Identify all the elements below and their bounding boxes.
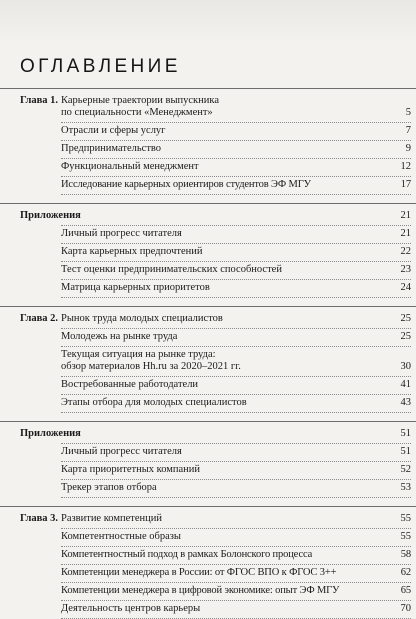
toc-entry[interactable] xyxy=(61,480,411,498)
toc-entry-title xyxy=(61,179,311,191)
page-number: 7 xyxy=(405,125,411,136)
page-number: 53 xyxy=(400,482,411,493)
toc-entry-title-line: Исследование карьерных ориентиров студентов ЭФ МГУ xyxy=(61,179,311,190)
toc-section xyxy=(0,88,416,195)
section-label: Глава 3. xyxy=(20,513,59,524)
toc-entry-title-line: Компетенции менеджера в России: от ФГОС ВПО к ФГОС 3++ xyxy=(61,567,337,578)
toc-entry[interactable] xyxy=(61,462,411,480)
page-number: 58 xyxy=(400,549,411,560)
toc-entry-title-line: Деятельность центров карьеры xyxy=(61,603,201,614)
toc-entry[interactable] xyxy=(61,377,411,395)
toc-entry[interactable] xyxy=(61,583,411,601)
toc-entry-title-line: Компетентностный подход в рамках Болонского процесса xyxy=(61,549,313,560)
toc-entry[interactable] xyxy=(61,601,411,619)
toc-section xyxy=(0,506,416,619)
page-number: 55 xyxy=(400,513,411,524)
page-number: 41 xyxy=(400,379,411,390)
toc-entry-title-line: Трекер этапов отбора xyxy=(61,482,157,493)
toc-entry-title xyxy=(61,331,177,343)
toc-entry[interactable] xyxy=(61,123,411,141)
toc-entry[interactable] xyxy=(61,93,411,123)
toc-section xyxy=(0,306,416,413)
section-label: Глава 1. xyxy=(20,95,59,106)
toc-entry-title xyxy=(61,567,336,579)
toc-entry-title-line: Предпринимательство xyxy=(61,143,162,154)
toc-entry-title-line: Рынок труда молодых специалистов xyxy=(61,313,223,324)
toc-entry-title xyxy=(61,264,282,276)
toc-entry-title-line: Личный прогресс читателя xyxy=(61,446,182,457)
toc-entry-title xyxy=(61,428,64,440)
toc-entry-title-line: Тест оценки предпринимательских способностей xyxy=(61,264,282,275)
section-label: Приложения xyxy=(20,210,81,221)
toc-entry[interactable] xyxy=(61,311,411,329)
facing-page-bleed xyxy=(0,0,416,44)
toc-entry-title xyxy=(61,282,210,294)
toc-entry-title xyxy=(61,161,199,173)
toc-entry-title xyxy=(61,549,312,561)
page-number: 9 xyxy=(405,143,411,154)
page-number: 43 xyxy=(400,397,411,408)
toc-entry-title xyxy=(61,210,64,222)
toc-entry-title xyxy=(61,513,162,525)
toc-entry[interactable] xyxy=(61,244,411,262)
toc-entry-title xyxy=(61,143,161,155)
toc-entry[interactable] xyxy=(61,529,411,547)
page-number: 51 xyxy=(400,446,411,457)
toc-entry[interactable] xyxy=(61,329,411,347)
page-number: 5 xyxy=(405,107,411,118)
toc-entry-title-line: Карта карьерных предпочтений xyxy=(61,246,203,257)
toc-entry-title xyxy=(61,379,198,391)
toc-entry-title xyxy=(61,397,247,409)
page-number: 52 xyxy=(400,464,411,475)
page-number: 25 xyxy=(400,331,411,342)
toc-entry-title xyxy=(61,464,200,476)
page-number: 65 xyxy=(400,585,411,596)
toc-entry[interactable] xyxy=(61,208,411,226)
toc-section xyxy=(0,203,416,298)
section-label: Глава 2. xyxy=(20,313,59,324)
toc-entry-title-line: Карта приоритетных компаний xyxy=(61,464,201,475)
page-number: 70 xyxy=(400,603,411,614)
toc-entry[interactable] xyxy=(61,565,411,583)
toc-entry-title-line: Функциональный менеджмент xyxy=(61,161,199,172)
toc-entry[interactable] xyxy=(61,159,411,177)
toc-entry-title-line: Карьерные траектории выпускника xyxy=(61,95,219,106)
toc-entry-title xyxy=(61,246,202,258)
toc-entry-title-line: Матрица карьерных приоритетов xyxy=(61,282,210,293)
toc-entry[interactable] xyxy=(61,347,411,377)
page-number: 51 xyxy=(400,428,411,439)
page-number: 30 xyxy=(400,361,411,372)
toc-entry-title xyxy=(61,313,223,325)
toc-entry-title-line: Развитие компетенций xyxy=(61,513,162,524)
toc-entry-title-line: Текущая ситуация на рынке труда: xyxy=(61,349,216,360)
toc-entry-title-line: Личный прогресс читателя xyxy=(61,228,182,239)
toc-entry-title xyxy=(61,585,339,597)
toc-entry-title-line xyxy=(61,210,64,221)
section-label: Приложения xyxy=(20,428,81,439)
toc-entry[interactable] xyxy=(61,141,411,159)
toc-entry[interactable] xyxy=(61,511,411,529)
toc-entry-title xyxy=(61,482,157,494)
page-number: 62 xyxy=(400,567,411,578)
page-number: 12 xyxy=(400,161,411,172)
toc-entry-title-line: Компетенции менеджера в цифровой экономике: опыт ЭФ МГУ xyxy=(61,585,340,596)
toc-entry[interactable] xyxy=(61,226,411,244)
toc-entry[interactable] xyxy=(61,426,411,444)
toc-entry-title xyxy=(61,95,219,119)
page-number: 21 xyxy=(400,210,411,221)
toc-entry-title xyxy=(61,125,166,137)
toc-entry[interactable] xyxy=(61,395,411,413)
toc-entry-title-line: Востребованные работодатели xyxy=(61,379,199,390)
toc-entry-title-line: обзор материалов Hh.ru за 2020–2021 гг. xyxy=(61,361,241,372)
toc-entry-title-line: Отрасли и сферы услуг xyxy=(61,125,166,136)
toc-section xyxy=(0,421,416,498)
toc-entry-title-line: по специальности «Менеджмент» xyxy=(61,107,213,118)
toc-entry-title xyxy=(61,446,182,458)
toc-entry-title-line: Этапы отбора для молодых специалистов xyxy=(61,397,247,408)
page-number: 22 xyxy=(400,246,411,257)
toc-entry[interactable] xyxy=(61,444,411,462)
table-of-contents xyxy=(0,88,416,619)
page-title: ОГЛАВЛЕНИЕ xyxy=(20,56,181,77)
page-number: 55 xyxy=(400,531,411,542)
page-number: 25 xyxy=(400,313,411,324)
toc-entry-title xyxy=(61,349,241,373)
toc-entry-title-line: Молодежь на рынке труда xyxy=(61,331,178,342)
toc-entry-title xyxy=(61,228,182,240)
toc-entry[interactable] xyxy=(61,280,411,298)
page-number: 23 xyxy=(400,264,411,275)
page-number: 24 xyxy=(400,282,411,293)
page-number: 21 xyxy=(400,228,411,239)
toc-entry-title-line xyxy=(61,428,64,439)
page-number: 17 xyxy=(400,179,411,190)
toc-entry-title xyxy=(61,531,181,543)
toc-entry[interactable] xyxy=(61,547,411,565)
toc-entry-title-line: Компетентностные образы xyxy=(61,531,181,542)
toc-entry[interactable] xyxy=(61,262,411,280)
toc-entry[interactable] xyxy=(61,177,411,195)
